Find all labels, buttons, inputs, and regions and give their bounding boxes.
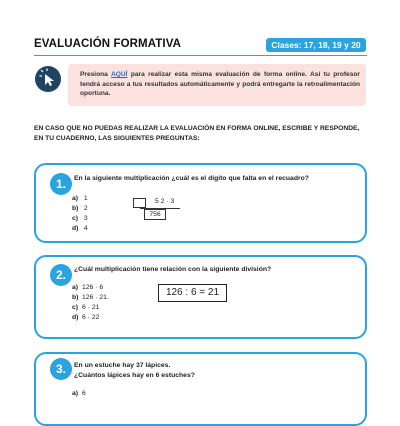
question-2-number: 2. — [50, 264, 72, 286]
option-d[interactable]: d) 4 — [72, 225, 88, 232]
click-cursor-icon — [35, 66, 61, 92]
question-1-text: En la siguiente multiplicación ¿cuál es el dígito que falta en el recuadro? — [74, 175, 309, 182]
option-c[interactable]: c) 3 — [72, 215, 88, 222]
question-3-options — [72, 389, 86, 399]
classes-badge: Clases: 17, 18, 19 y 20 — [266, 38, 366, 52]
option-a[interactable]: a) 126 · 6 — [72, 284, 104, 291]
page-title: EVALUACIÓN FORMATIVA — [34, 38, 182, 50]
question-3-text-line2: ¿Cuántos lápices hay en 6 estuches? — [74, 372, 195, 379]
online-notice-text — [80, 70, 360, 99]
option-c[interactable]: c) 6 · 21 — [72, 304, 100, 311]
online-link[interactable]: AQUÍ — [110, 71, 128, 78]
question-3-text-line1: En un estuche hay 37 lápices. — [74, 362, 171, 369]
question-1-options — [72, 194, 88, 234]
option-a[interactable]: a) 6 — [72, 390, 86, 397]
question-2-text: ¿Cuál multiplicación tiene relación con la siguiente división? — [74, 266, 272, 273]
instructions: EN CASO QUE NO PUEDAS REALIZAR LA EVALUACIÓN EN FORMA ONLINE, ESCRIBE Y RESPONDE, EN TU CUADERNO, LAS SIGUIENTES PREGUNTAS: — [34, 125, 360, 142]
option-a[interactable]: a) 1 — [72, 195, 88, 202]
header-divider — [34, 55, 367, 56]
multiplication-top: 5 2 · 3 — [155, 198, 175, 205]
notice-prefix: Presiona — [80, 71, 111, 78]
notice-body: para realizar esta misma evaluación de forma online. Así tu profesor tendrá acceso a tus resultados automáticamente y podrá entregarte la retroalimentación oportuna. — [80, 71, 360, 98]
question-3-number: 3. — [50, 358, 72, 380]
question-2-options — [72, 283, 109, 323]
question-1-number: 1. — [50, 173, 72, 195]
option-b[interactable]: b) 126 · 21. — [72, 294, 109, 301]
missing-digit-box — [133, 198, 146, 208]
option-d[interactable]: d) 6 · 22 — [72, 314, 100, 321]
multiplication-result: 756 — [144, 209, 166, 220]
division-box: 126 : 6 = 21 — [158, 284, 227, 302]
option-b[interactable]: b) 2 — [72, 205, 88, 212]
